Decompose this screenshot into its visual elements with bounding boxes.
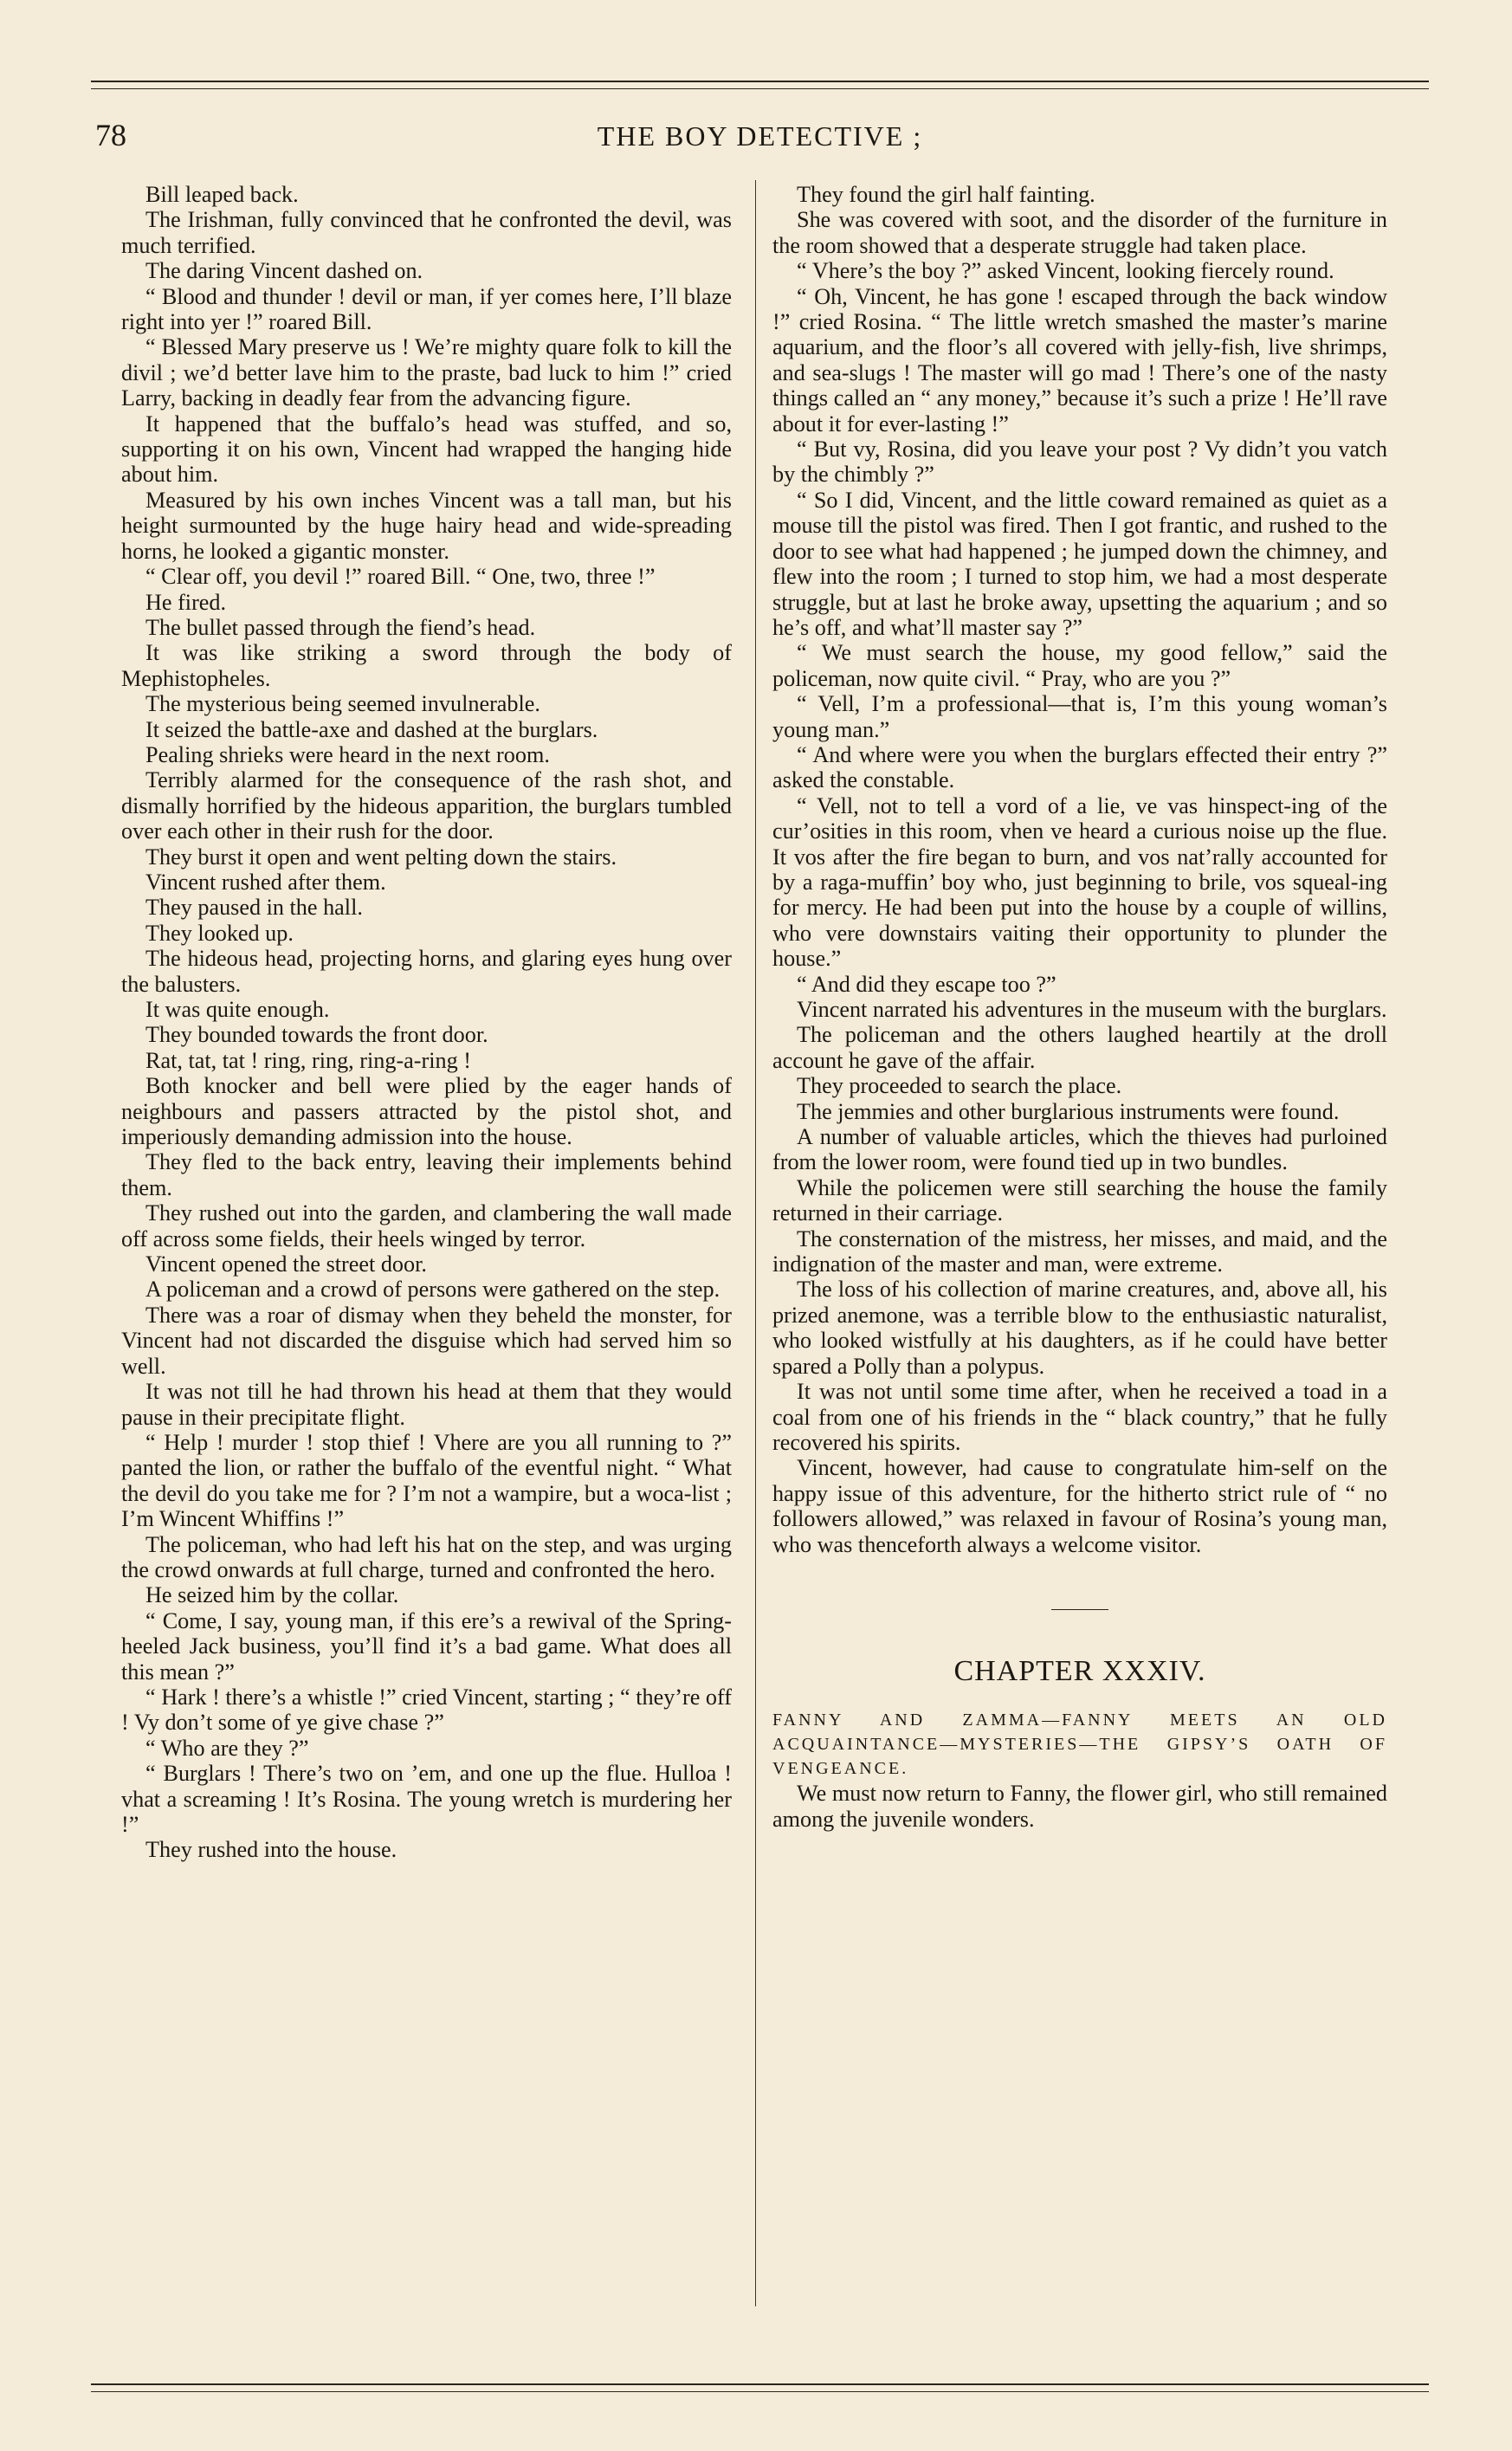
paragraph: Vincent rushed after them. [145,869,386,895]
right-column-text [772,182,1387,1557]
paragraph: “ Blessed Mary preserve us ! We’re mighty quare folk to kill the divil ; we’d better lave him to the praste, bad luck to him !” cried Larry, backing in deadly fear from the advancing figure. [121,334,732,411]
top-rule [91,81,1429,82]
paragraph: She was covered with soot, and the disorder of the furniture in the room showed that a desperate struggle had taken place. [772,207,1387,258]
page-number: 78 [95,118,126,152]
paragraph: Rat, tat, tat ! ring, ring, ring-a-ring ! [145,1047,471,1073]
paragraph: The jemmies and other burglarious instruments were found. [797,1098,1340,1124]
paragraph: The hideous head, projecting horns, and glaring eyes hung over the balusters. [121,946,732,997]
paragraph: It was like striking a sword through the body of Mephistopheles. [121,640,732,691]
paragraph: The mysterious being seemed invulnerable. [145,691,540,717]
paragraph: He seized him by the collar. [145,1582,399,1608]
paragraph: “ But vy, Rosina, did you leave your post ? Vy didn’t you vatch by the chimbly ?” [772,437,1387,488]
running-title: THE BOY DETECTIVE ; [597,120,923,152]
paragraph: It happened that the buffalo’s head was stuffed, and so, supporting it on his own, Vincent had wrapped the hanging hide about him. [121,411,732,488]
paragraph: “ Help ! murder ! stop thief ! Vhere are you all running to ?” panted the lion, or rather the buffalo of the eventful night. “ What the devil do you take me for ? I’m not a wampire, but a woca-list ; I’m Wincent Whiffins !” [121,1429,732,1532]
paragraph: “ So I did, Vincent, and the little coward remained as quiet as a mouse till the pistol was fired. Then I got frantic, and rushed to the door to see what had happened ; he jumped down the chimney, and flew into the room ; I turned to stop him, we had a most desperate struggle, but at last he broke away, upsetting the aquarium ; and so he’s off, and what’ll master say ?” [772,487,1387,640]
paragraph: They found the girl half fainting. [797,182,1095,207]
paragraph: “ Hark ! there’s a whistle !” cried Vincent, starting ; “ they’re off ! Vy don’t some of ye give chase ?” [121,1684,732,1736]
paragraph: “ And where were you when the burglars effected their entry ?” asked the constable. [772,741,1387,793]
paragraph: Pealing shrieks were heard in the next room. [145,741,550,767]
paragraph: “ Oh, Vincent, he has gone ! escaped through the back window !” cried Rosina. “ The little wretch smashed the master’s marine aquarium, and the floor’s all covered with jelly-fish, live shrimps, and sea-slugs ! The master will go mad ! There’s one of the nasty things called an “ any money,” because it’s such a prize ! He’ll rave about it for ever-lasting !” [772,283,1387,437]
paragraph: The daring Vincent dashed on. [145,258,423,284]
paragraph: It was quite enough. [145,997,330,1022]
paragraph: It seized the battle-axe and dashed at the burglars. [145,716,598,742]
paragraph: The bullet passed through the fiend’s head. [145,614,536,640]
bottom-rule [91,2383,1429,2385]
left-column [121,182,732,1863]
page-header [95,117,1425,160]
paragraph: They rushed out into the garden, and clambering the wall made off across some fields, their heels winged by terror. [121,1200,732,1251]
chapter-opening-paragraph: We must now return to Fanny, the flower girl, who still remained among the juvenile wonders. [772,1781,1387,1832]
paragraph: A policeman and a crowd of persons were gathered on the step. [145,1277,720,1303]
paragraph: Both knocker and bell were plied by the eager hands of neighbours and passers attracted by the pistol shot, and imperiously demanding admission into the house. [121,1073,732,1150]
paragraph: They paused in the hall. [145,895,363,921]
paragraph: They fled to the back entry, leaving their implements behind them. [121,1149,732,1200]
bottom-rule-thin [91,2391,1429,2392]
paragraph: Terribly alarmed for the consequence of the rash shot, and dismally horrified by the hideous apparition, the burglars tumbled over each other in their rush for the door. [121,767,732,844]
paragraph: “ Who are they ?” [145,1735,309,1761]
paragraph: “ We must search the house, my good fellow,” said the policeman, now quite civil. “ Pray, who are you ?” [772,640,1387,691]
paragraph: The policeman and the others laughed heartily at the droll account he gave of the affair. [772,1022,1387,1073]
paragraph: “ Blood and thunder ! devil or man, if yer comes here, I’ll blaze right into yer !” roared Bill. [121,283,732,335]
paragraph: “ Vhere’s the boy ?” asked Vincent, looking fiercely round. [797,258,1334,284]
section-separator [1051,1609,1108,1610]
paragraph: The consternation of the mistress, her misses, and maid, and the indignation of the master and man, were extreme. [772,1226,1387,1277]
paragraph: Bill leaped back. [145,182,299,207]
paragraph: It was not till he had thrown his head at them that they would pause in their precipitate flight. [121,1379,732,1430]
paragraph: They looked up. [145,920,294,946]
paragraph: The loss of his collection of marine creatures, and, above all, his prized anemone, was a terrible blow to the enthusiastic naturalist, who looked wistfully at his daughters, as if he could have better spared a Polly than a polypus. [772,1277,1387,1379]
column-divider [755,180,756,2306]
paragraph: It was not until some time after, when he received a toad in a coal from one of his friends in the “ black country,” that he fully recovered his spirits. [772,1379,1387,1455]
paragraph: Vincent opened the street door. [145,1251,427,1277]
paragraph: They proceeded to search the place. [797,1073,1122,1099]
paragraph: “ Vell, I’m a professional—that is, I’m this young woman’s young man.” [772,691,1387,742]
paragraph: The Irishman, fully convinced that he confronted the devil, was much terrified. [121,207,732,258]
paragraph: A number of valuable articles, which the thieves had purloined from the lower room, were found tied up in two bundles. [772,1124,1387,1175]
paragraph: There was a roar of dismay when they beheld the monster, for Vincent had not discarded the disguise which had served him so well. [121,1302,732,1379]
chapter-summary: FANNY AND ZAMMA—FANNY MEETS AN OLD ACQUAINTANCE—MYSTERIES—THE GIPSY’S OATH OF VENGEANCE. [772,1711,1387,1779]
paragraph: They burst it open and went pelting down the stairs. [145,844,617,870]
paragraph: Vincent narrated his adventures in the museum with the burglars. [797,997,1387,1022]
paragraph: “ Come, I say, young man, if this ere’s a rewival of the Spring-heeled Jack business, you’ll find it’s a bad game. What does all this mean ?” [121,1607,732,1685]
paragraph: Measured by his own inches Vincent was a tall man, but his height surmounted by the huge hairy head and wide-spreading horns, he looked a gigantic monster. [121,487,732,564]
paragraph: “ Vell, not to tell a vord of a lie, ve vas hinspect-ing of the cur’osities in this room, vhen ve heard a curious noise up the flue. It vos after the fire began to burn, and vos nat’rally accounted for by a raga-muffin’ boy who, just beginning to brile, vos squeal-ing for mercy. He had been put into the house by a couple of willins, who vere downstairs vaiting their opportunity to plunder the house.” [772,792,1387,972]
right-column [772,182,1387,1832]
paragraph: The policeman, who had left his hat on the step, and was urging the crowd onwards at full charge, turned and confronted the hero. [121,1531,732,1582]
paragraph: They bounded towards the front door. [145,1022,488,1048]
chapter-title: CHAPTER XXXIV. [953,1654,1206,1687]
paragraph: Vincent, however, had cause to congratulate him-self on the happy issue of this adventure, for the hitherto strict rule of “ no followers allowed,” was relaxed in favour of Rosina’s young man, who was thenceforth always a welcome visitor. [772,1455,1387,1557]
paragraph: “ Clear off, you devil !” roared Bill. “ One, two, three !” [145,564,656,590]
top-rule-thin [91,88,1429,89]
paragraph: “ And did they escape too ?” [797,971,1056,997]
paragraph: “ Burglars ! There’s two on ’em, and one up the flue. Hulloa ! vhat a screaming ! It’s Rosina. The young wretch is murdering her !” [121,1761,732,1837]
paragraph: While the policemen were still searching the house the family returned in their carriage. [772,1174,1387,1226]
paragraph: He fired. [145,589,227,615]
paragraph: They rushed into the house. [145,1837,397,1863]
